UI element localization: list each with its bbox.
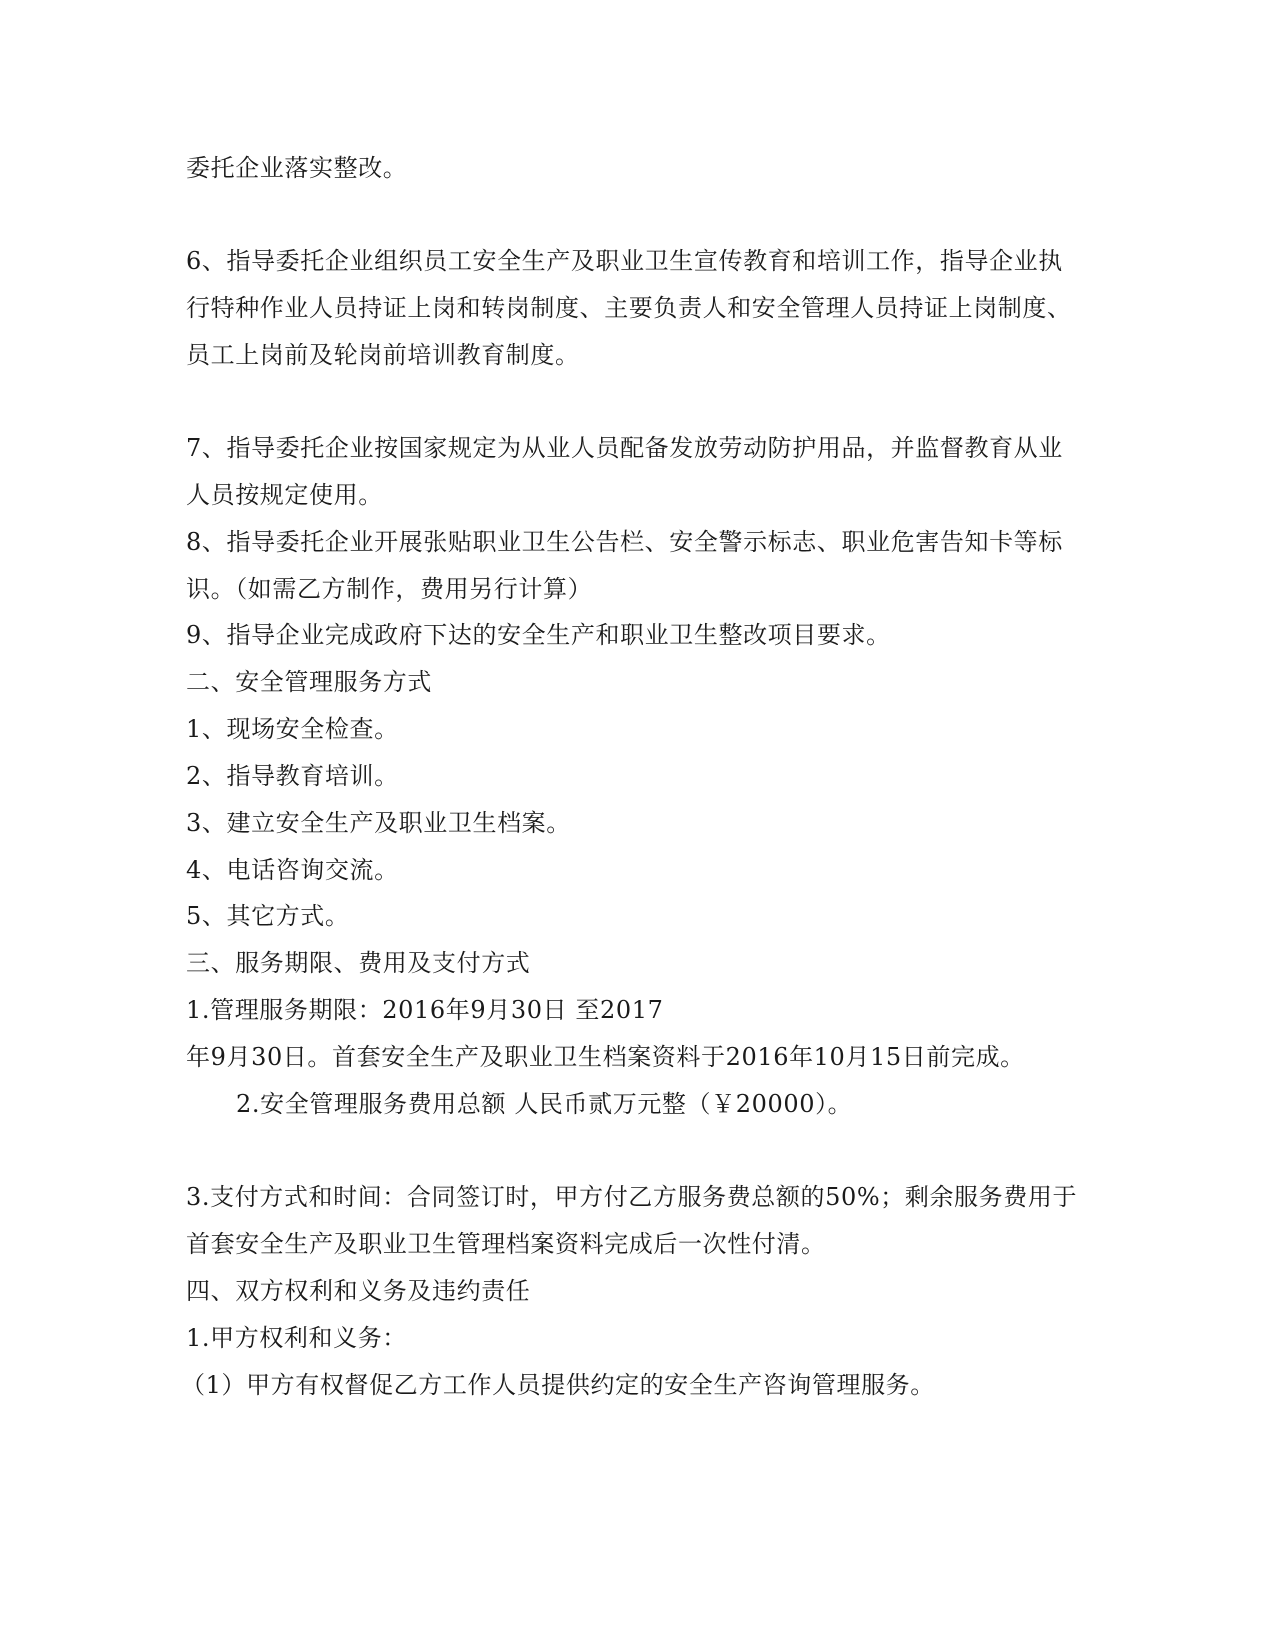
- text-line: 年9月30日。首套安全生产及职业卫生档案资料于2016年10月15日前完成。: [186, 1043, 1025, 1071]
- text-line: 员工上岗前及轮岗前培训教育制度。: [186, 341, 580, 369]
- list-item: 2、指导教育培训。: [186, 762, 399, 790]
- section-heading: 三、服务期限、费用及支付方式: [186, 949, 531, 977]
- list-item: 5、其它方式。: [186, 902, 350, 930]
- text-line: 委托企业落实整改。: [186, 154, 408, 182]
- text-line: 9、指导企业完成政府下达的安全生产和职业卫生整改项目要求。: [186, 621, 891, 649]
- text-line: 首套安全生产及职业卫生管理档案资料完成后一次性付清。: [186, 1230, 826, 1258]
- text-line: 1.甲方权利和义务：: [186, 1324, 407, 1352]
- text-line: 8、指导委托企业开展张贴职业卫生公告栏、安全警示标志、职业危害告知卡等标: [186, 528, 1063, 556]
- text-line: （1）甲方有权督促乙方工作人员提供约定的安全生产咨询管理服务。: [181, 1371, 935, 1399]
- text-line: 1.管理服务期限：2016年9月30日 至2017: [186, 996, 664, 1024]
- text-line: 人员按规定使用。: [186, 481, 383, 509]
- section-heading: 二、安全管理服务方式: [186, 668, 432, 696]
- list-item: 4、电话咨询交流。: [186, 856, 399, 884]
- text-line: 6、指导委托企业组织员工安全生产及职业卫生宣传教育和培训工作，指导企业执: [186, 247, 1063, 275]
- text-line: 行特种作业人员持证上岗和转岗制度、主要负责人和安全管理人员持证上岗制度、: [186, 294, 1072, 322]
- list-item: 3、建立安全生产及职业卫生档案。: [186, 809, 571, 837]
- text-line: 识。（如需乙方制作，费用另行计算）: [186, 575, 593, 603]
- text-line: 2.安全管理服务费用总额 人民币贰万元整（￥20000）。: [236, 1090, 853, 1118]
- text-line: 3.支付方式和时间：合同签订时，甲方付乙方服务费总额的50%；剩余服务费用于: [186, 1183, 1078, 1211]
- section-heading: 四、双方权利和义务及违约责任: [186, 1277, 531, 1305]
- text-line: 7、指导委托企业按国家规定为从业人员配备发放劳动防护用品，并监督教育从业: [186, 434, 1063, 462]
- list-item: 1、现场安全检查。: [186, 715, 399, 743]
